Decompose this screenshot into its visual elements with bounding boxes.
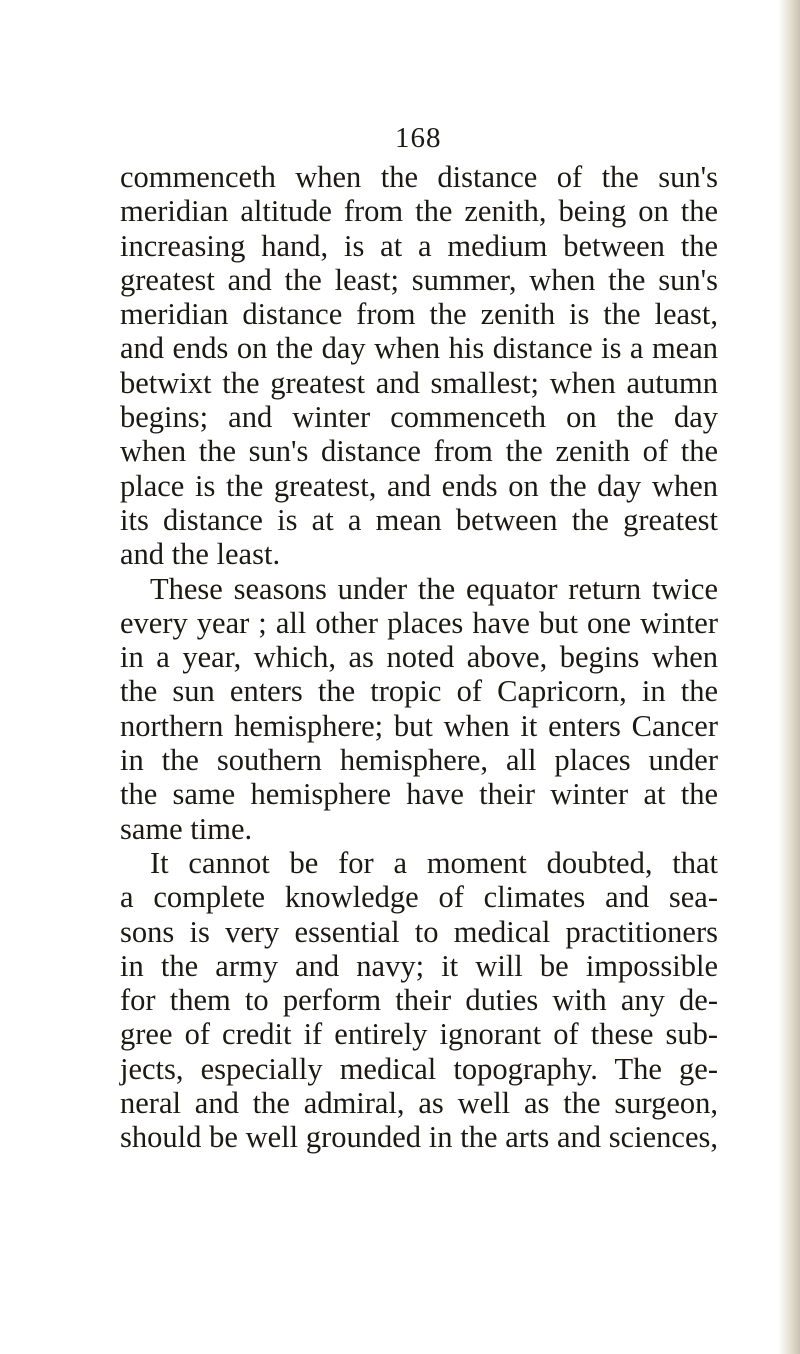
text-line: It cannot be for a moment doubted, that (150, 845, 718, 880)
text-line: betwixt the greatest and smallest; when autumn (120, 365, 718, 400)
text-line: and ends on the day when his distance is a mean (120, 331, 718, 366)
text-line: place is the greatest, and ends on the day when (120, 468, 718, 503)
text-line: a complete knowledge of climates and sea- (120, 880, 718, 915)
text-line: for them to perform their duties with any de- (120, 983, 718, 1018)
text-line: jects, especially medical topography. The ge- (120, 1051, 718, 1086)
text-line: increasing hand, is at a medium between the (120, 228, 718, 263)
text-line: every year ; all other places have but one winter (120, 605, 718, 640)
body-text (120, 160, 718, 1155)
text-line: the sun enters the tropic of Capricorn, in the (120, 674, 718, 709)
text-line: northern hemisphere; but when it enters Cancer (120, 708, 718, 743)
text-line: and the least. (120, 537, 281, 572)
text-line: same time. (120, 811, 253, 846)
text-line: in the southern hemisphere, all places under (120, 743, 718, 778)
text-line: neral and the admiral, as well as the surgeon, (120, 1086, 718, 1121)
page-edge-shadow (778, 0, 800, 1354)
text-line: meridian distance from the zenith is the least, (120, 297, 718, 332)
text-line: in a year, which, as noted above, begins when (120, 640, 718, 675)
text-line: in the army and navy; it will be impossible (120, 948, 718, 983)
text-line: should be well grounded in the arts and sciences, (120, 1120, 718, 1155)
text-line: begins; and winter commenceth on the day (120, 400, 718, 435)
text-line: commenceth when the distance of the sun's (120, 160, 718, 194)
page-number: 168 (395, 122, 442, 154)
text-line: These seasons under the equator return twice (150, 571, 718, 606)
text-line: the same hemisphere have their winter at the (120, 777, 718, 812)
text-line: greatest and the least; summer, when the sun's (120, 262, 718, 297)
text-line: meridian altitude from the zenith, being on the (120, 194, 718, 229)
text-line: its distance is at a mean between the greatest (120, 502, 718, 537)
text-line: sons is very essential to medical practitioners (120, 914, 718, 949)
text-line: when the sun's distance from the zenith of the (120, 434, 718, 469)
text-line: gree of credit if entirely ignorant of these sub- (120, 1017, 718, 1052)
